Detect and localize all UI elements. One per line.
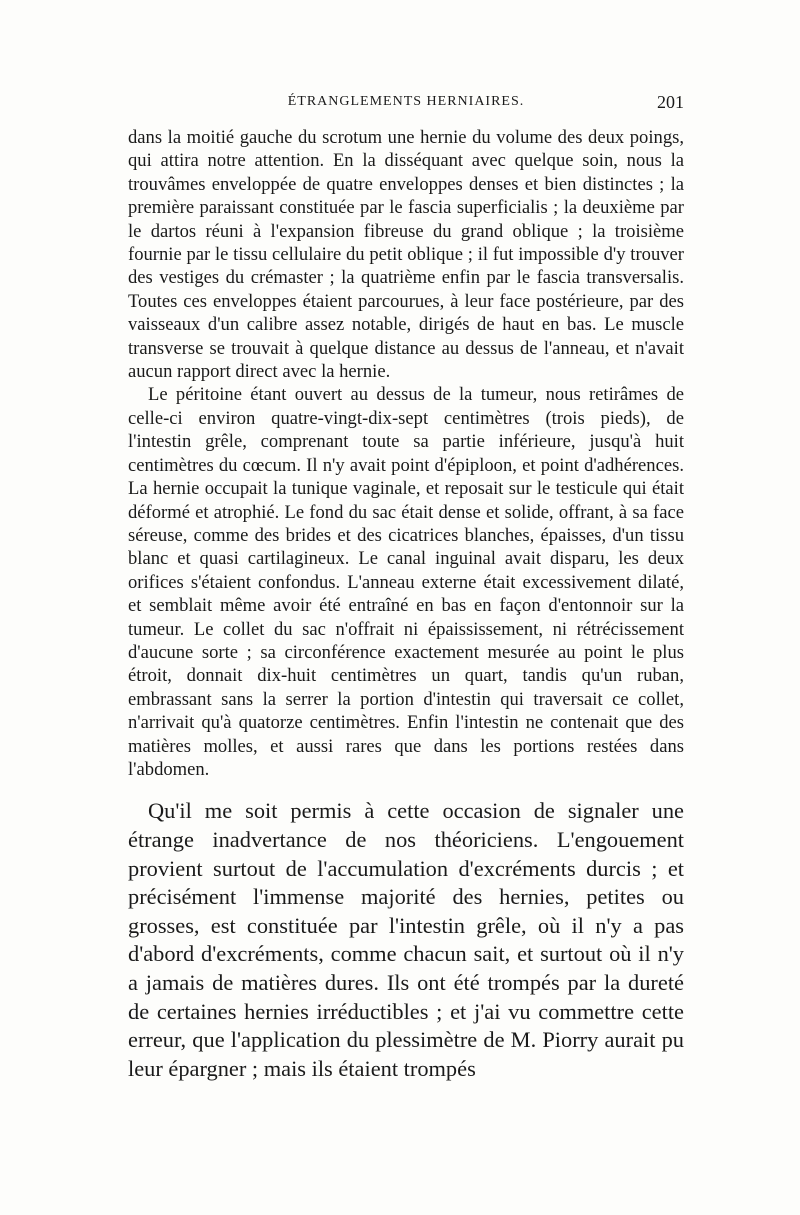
paragraph-2: Le péritoine étant ouvert au dessus de la tumeur, nous retirâmes de celle-ci environ quatre-vingt-dix-sept centimètres (trois pieds), de l'intestin grêle, comprenant toute sa partie inférieure, jusqu'à huit centimètres du cœcum. Il n'y avait point d'épiploon, et point d'adhérences. La hernie occupait la tunique vaginale, et reposait sur le testicule qui était déformé et atrophié. Le fond du sac était dense et solide, offrant, à sa face séreuse, comme des brides et des cicatrices blanches, épaisses, d'un tissu blanc et quasi cartilagineux. Le canal inguinal avait disparu, les deux orifices s'étaient confondus. L'anneau externe était excessivement dilaté, et semblait même avoir été entraîné en bas en façon d'entonnoir sur la tumeur. Le collet du sac n'offrait ni épaississement, ni rétrécissement d'aucune sorte ; sa circonférence exactement mesurée au point le plus étroit, donnait dix-huit centimètres un quart, tandis qu'un ruban, embrassant sans la serrer la portion d'intestin qui traversait ce collet, n'arrivait qu'à quatorze centimètres. Enfin l'intestin ne contenait que des matières molles, et aussi rares que dans les portions restées dans l'abdomen. [128,384,684,780]
body-text [128,126,684,1083]
running-head [128,92,684,114]
running-title: ÉTRANGLEMENTS HERNIAIRES. [287,94,525,109]
paragraph-1: dans la moitié gauche du scrotum une hernie du volume des deux poings, qui attira notre attention. En la disséquant avec quelque soin, nous la trouvâmes enveloppée de quatre enveloppes denses et bien distinctes ; la première paraissant constituée par le fascia superficialis ; la deuxième par le dartos réuni à l'expansion fibreuse du grand oblique ; la troisième fournie par le tissu cellulaire du petit oblique ; il fut impossible d'y trouver des vestiges du crémaster ; la quatrième enfin par le fascia transversalis. Toutes ces enveloppes étaient parcourues, à leur face postérieure, par des vaisseaux d'un calibre assez notable, dirigés de haut en bas. Le muscle transverse se trouvait à quelque distance au dessus de l'anneau, et n'avait aucun rapport direct avec la hernie. [128,127,684,383]
page-number: 201 [657,92,684,112]
paragraph-3: Qu'il me soit permis à cette occasion de signaler une étrange inadvertance de nos théoriciens. L'engouement provient surtout de l'accumulation d'excréments durcis ; et précisément l'immense majorité des hernies, petites ou grosses, est constituée par l'intestin grêle, où il n'y a pas d'abord d'excréments, comme chacun sait, et surtout où il n'y a jamais de matières dures. Ils ont été trompés par la dureté de certaines hernies irréductibles ; et j'ai vu commettre cette erreur, que l'application du plessimètre de M. Piorry aurait pu leur épargner ; mais ils étaient trompés [128,798,684,1081]
